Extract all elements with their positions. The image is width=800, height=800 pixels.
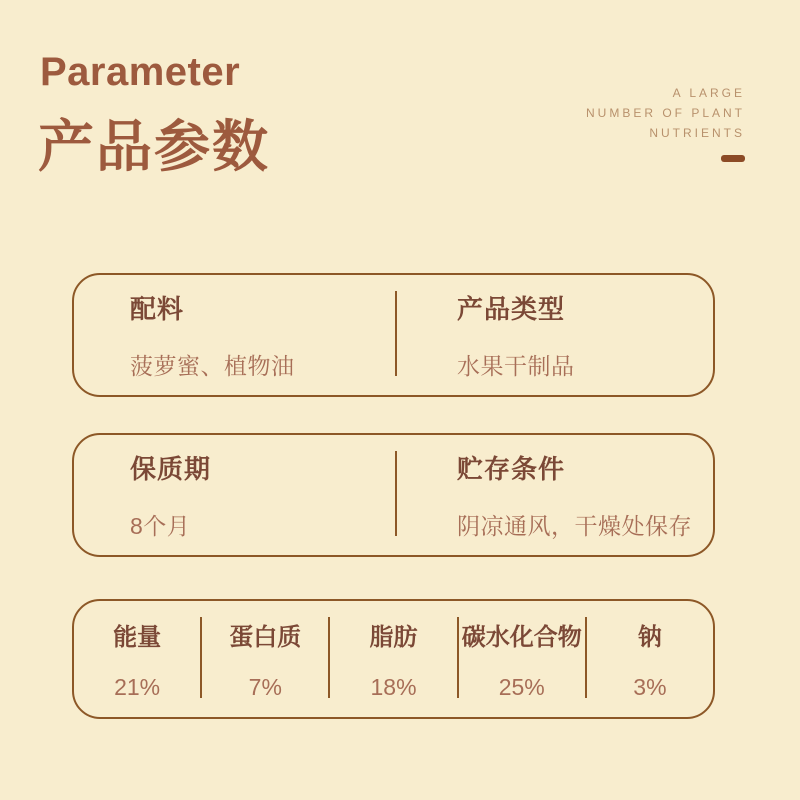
accent-dash xyxy=(721,155,745,162)
spec-box-ingredients-type xyxy=(72,273,715,397)
spec-value: 8个月 xyxy=(130,513,191,539)
page-title: 产品参数 xyxy=(38,115,270,178)
nutrition-value: 21% xyxy=(114,674,161,700)
tagline-line-2: NUMBER OF PLANT xyxy=(585,106,745,120)
nutrition-label: 蛋白质 xyxy=(229,624,302,651)
spec-label: 配料 xyxy=(130,294,185,324)
tagline-line-1: A LARGE xyxy=(672,86,745,100)
spec-label: 保质期 xyxy=(130,454,212,484)
nutrition-value: 3% xyxy=(633,674,667,700)
nutrition-box xyxy=(72,599,715,719)
spec-value: 菠萝蜜、植物油 xyxy=(130,353,295,379)
nutrition-value: 7% xyxy=(248,674,282,700)
spec-value: 阴凉通风，干燥处保存 xyxy=(457,513,692,539)
spec-cell-product-type xyxy=(397,275,713,395)
spec-label: 产品类型 xyxy=(457,294,566,324)
nutrition-label: 钠 xyxy=(637,624,662,651)
tagline-line-3: NUTRIENTS xyxy=(649,126,745,140)
spec-box-shelflife-storage xyxy=(72,433,715,557)
title-english: Parameter xyxy=(40,50,241,94)
nutrition-label: 碳水化合物 xyxy=(461,624,582,651)
nutrition-column-protein xyxy=(202,601,328,717)
nutrition-value: 18% xyxy=(370,674,417,700)
spec-value: 水果干制品 xyxy=(457,353,575,379)
nutrition-label: 能量 xyxy=(113,624,162,651)
spec-cell-shelf-life xyxy=(74,435,395,555)
spec-cell-storage xyxy=(397,435,713,555)
spec-cell-ingredients xyxy=(74,275,395,395)
nutrition-column-fat xyxy=(330,601,456,717)
spec-label: 贮存条件 xyxy=(457,454,566,484)
nutrition-column-energy xyxy=(74,601,200,717)
nutrition-column-sodium xyxy=(587,601,713,717)
nutrition-label: 脂肪 xyxy=(369,624,418,651)
tagline xyxy=(586,83,745,162)
nutrition-column-carbohydrate xyxy=(459,601,585,717)
nutrition-value: 25% xyxy=(498,674,545,700)
